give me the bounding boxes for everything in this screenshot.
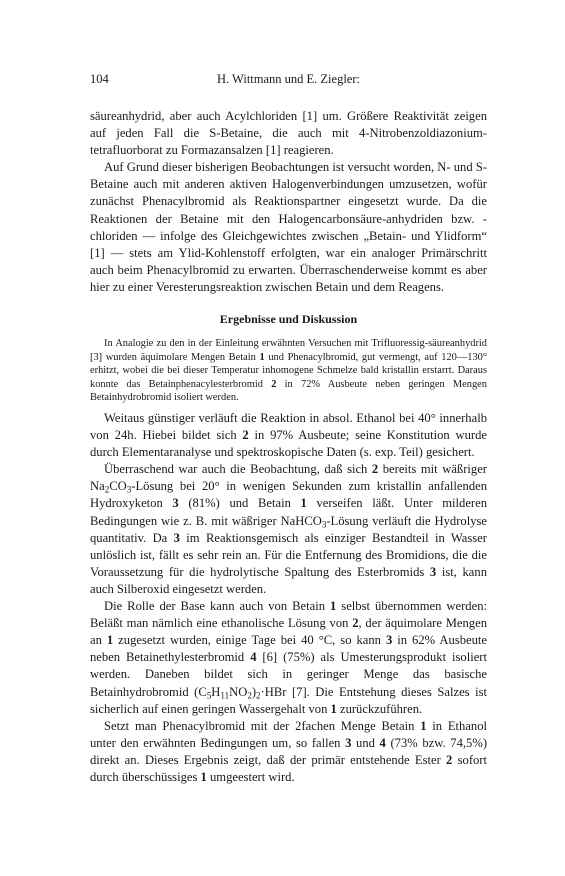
compound-number: 4 [250, 650, 257, 665]
small-paragraph [90, 337, 487, 405]
compound-number: 3 [385, 633, 393, 648]
text-run: -Lösung verläuft die Hydrolyse quantitativ. Da [90, 513, 488, 545]
text-run: (81%) und Betain [178, 496, 301, 511]
subscript: 3 [126, 484, 132, 495]
paragraph-intro: Auf Grund dieser bisherigen Beobachtungen ist versucht worden, N- und S-Betaine auch mit anderen aktiven Halogenverbindungen umzusetzen, wofür zunächst Phenacylbromid als Reaktionspartner eingesetzt wurde. Da die Reaktionen der Betaine mit den Halogencarbonsäure-anhydriden bzw. -chloriden — infolge des Gleichgewichtes zwischen „Betain- und Ylidform“ [1] — stets am Ylid-Kohlenstoff erfolgten, war ein analoger Primärschritt auch beim Phenacylbromid zu erwarten. Überraschenderweise kommt es aber hier zu einer Veresterungsreaktion zwischen Betain und dem Reagens. [90, 160, 487, 294]
paragraph-rolle [90, 598, 487, 718]
text-run: In Analogie zu den in der Einleitung erwähnten Versuchen mit Trifluoressig-säureanhydrid [3] wurden äquimolare Mengen Betain [90, 338, 487, 363]
text-run: (73% bzw. 74,5%) direkt an. Dieses Ergebnis zeigt, daß der primär entstehende Ester [90, 735, 488, 767]
text-run: Überraschend war auch die Beobachtung, daß sich [104, 462, 372, 477]
compound-number: 3 [173, 530, 180, 545]
body-text-top [90, 108, 487, 296]
text-run: und Phenacylbromid, gut vermengt, auf 120—130° erhitzt, wobei die bei dieser Temperatur inhomogene Schmelze bald kristallin erstarrt. Daraus konnte das Betainphenacylesterbromid [90, 351, 487, 390]
subscript: 5 [206, 689, 212, 700]
text-run: bereits mit wäßriger Na [90, 462, 487, 494]
compound-number: 2 [371, 462, 379, 477]
text-run: selbst übernommen werden: Beläßt man nämlich eine ethanolische Lösung von [90, 599, 487, 631]
compound-number: 1 [200, 769, 207, 784]
compound-number: 1 [330, 701, 337, 716]
paragraph-continued: säureanhydrid, aber auch Acylchloriden [1] um. Größere Reaktivität zeigen auf jeden Fall die S-Betaine, die auch mit 4-Nitrobenzoldiazonium-tetrafluorborat zu Formazansalzen [1] reagieren. [90, 109, 487, 158]
paragraph-setzt [90, 718, 487, 786]
text-run: sofort durch überschüssiges [90, 752, 487, 784]
text-run: ) [251, 684, 257, 699]
text-run: umgeestert wird. [206, 769, 295, 784]
compound-number: 1 [300, 496, 307, 511]
text-run: und [351, 735, 380, 750]
text-run: ·HBr [7]. Die Entstehung dieses Salzes ist sicherlich auf einen geringen Wassergehalt von [90, 684, 487, 716]
text-run: Die Rolle der Base kann auch von Betain [104, 599, 331, 614]
compound-number: 1 [330, 599, 337, 614]
subscript: 2 [247, 689, 252, 700]
page-number: 104 [90, 72, 109, 86]
text-run: ist, kann auch Silberoxid eingesetzt werden. [90, 564, 487, 596]
compound-number: 2 [352, 616, 359, 631]
subscript: 2 [104, 484, 110, 495]
journal-page [90, 72, 487, 786]
subscript: 11 [220, 689, 230, 700]
compound-number: 3 [345, 735, 352, 750]
running-header [90, 72, 487, 90]
text-run: im Reaktionsgemisch als einziger Bestandteil in Wasser unlöslich ist, fällt es sehr rein an. Für die Entfernung des Bromidions, die die Voraussetzung für die hydrolytische Spaltung des Esterbromids [90, 530, 487, 579]
text-run: in 72% Ausbeute neben geringen Mengen Betainhydrobromid isoliert werden. [90, 378, 487, 404]
compound-number: 4 [379, 735, 386, 750]
text-run: in Ethanol unter den erwähnten Bedingungen um, so fallen [90, 718, 488, 750]
text-run: Setzt man Phenacylbromid mit der 2fachen Menge Betain [104, 718, 421, 733]
text-run: in 97% Ausbeute; seine Konstitution wurde durch Elementaranalyse und spektroskopische Daten (s. exp. Teil) gesichert. [90, 428, 487, 460]
text-run: -Lösung bei 20° in wenigen Sekunden zum kristallin anfallenden Hydroxyketon [90, 479, 487, 511]
compound-number: 2 [242, 428, 249, 443]
text-run: zurückzuführen. [336, 701, 423, 716]
body-text-discussion [90, 410, 487, 786]
small-print-block [90, 337, 487, 405]
text-run: zugesetzt wurden, einige Tage bei 40 °C, so kann [113, 633, 386, 648]
text-run: H [211, 684, 221, 699]
compound-number: 1 [420, 718, 427, 733]
text-run: , der äquimolare Mengen an [90, 616, 487, 648]
text-run: NO [229, 684, 248, 699]
paragraph-weitaus [90, 410, 487, 461]
subscript: 3 [321, 518, 327, 529]
compound-number: 1 [106, 633, 114, 648]
section-heading: Ergebnisse und Diskussion [219, 312, 358, 327]
paragraph-ueberraschend [90, 461, 487, 598]
text-run: Weitaus günstiger verläuft die Reaktion in absol. Ethanol bei 40° innerhalb von 24h. Hiebei bildet sich [90, 411, 487, 443]
compound-number: 2 [271, 378, 277, 390]
compound-number: 1 [259, 351, 265, 363]
running-title: H. Wittmann und E. Ziegler: [217, 72, 360, 86]
subscript: 2 [256, 689, 261, 700]
compound-number: 3 [429, 564, 437, 579]
compound-number: 2 [446, 752, 453, 767]
text-run: CO [109, 479, 127, 494]
text-run: [6] (75%) als Umesterungsprodukt isoliert werden. Daneben bildet sich in geringer Menge das basische Betainhydrobromid (C [90, 650, 488, 699]
text-run: in 62% Ausbeute neben Betainethylesterbromid [90, 633, 487, 665]
compound-number: 3 [172, 496, 179, 511]
text-run: verseifen läßt. Unter milderen Bedingungen wie z. B. mit wäßriger NaHCO [90, 496, 487, 528]
